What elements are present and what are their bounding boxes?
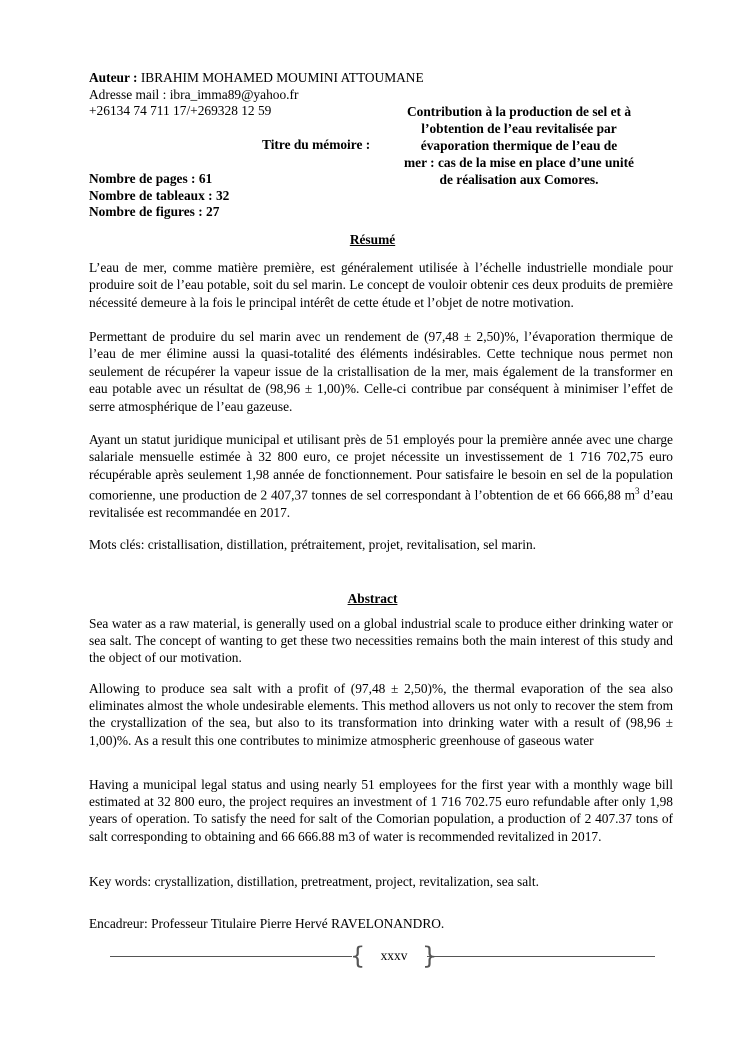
document-counts — [89, 171, 229, 221]
left-bracket-icon: { — [350, 942, 366, 970]
resume-paragraph-3-end: d’eau revitalisée est recommandée en 2017. — [89, 487, 673, 521]
page-count: Nombre de pages : 61 — [89, 171, 213, 186]
footer-rule-right — [427, 956, 655, 957]
figure-count: Nombre de figures : 27 — [89, 204, 220, 219]
resume-paragraph-1: L’eau de mer, comme matière première, est généralement utilisée à l’échelle industrielle mondiale pour produire soit de l’eau potable, soit du sel marin. Le concept de vouloir obtenir ces deux produits de première nécessité demeure à la fois le principal intérêt de cette étude et l’objet de notre motivation. — [89, 260, 673, 310]
resume-heading: Résumé — [349, 232, 396, 247]
memoire-title-line: Contribution à la production de sel et à — [406, 104, 632, 119]
memoire-title-label: Titre du mémoire : — [262, 137, 371, 152]
memoire-title-line: évaporation thermique de l’eau de — [420, 138, 618, 153]
abstract-paragraph-2: Allowing to produce sea salt with a profit of (97,48 ± 2,50)%, the thermal evaporation of the sea also eliminates almost the whole undesirable elements. This method allovers us not only to recover the stem from the crystallization of the sea, but also to its transformation into drinking water with a result of (98,96 ± 1,00)%. As a result this one contributes to minimize atmospheric greenhouse of gaseous water — [89, 681, 673, 748]
supervisor-line: Encadreur: Professeur Titulaire Pierre Hervé RAVELONANDRO. — [89, 916, 445, 931]
cubic-superscript: 3 — [635, 486, 640, 497]
abstract-keywords: Key words: crystallization, distillation, pretreatment, project, revitalization, sea salt. — [89, 874, 539, 889]
footer-rule-left — [110, 956, 352, 957]
abstract-paragraph-1: Sea water as a raw material, is generally used on a global industrial scale to produce either drinking water or sea salt. The concept of wanting to get these two necessities remains both the main interest of this study and the object of our motivation. — [89, 616, 673, 666]
author-email: Adresse mail : ibra_imma89@yahoo.fr — [89, 86, 299, 102]
memoire-title — [388, 103, 650, 188]
page-number: xxxv — [380, 948, 408, 963]
memoire-title-line: de réalisation aux Comores. — [439, 172, 599, 187]
author-name: IBRAHIM MOHAMED MOUMINI ATTOUMANE — [137, 70, 424, 85]
author-line — [89, 70, 424, 87]
resume-paragraph-3-text: Ayant un statut juridique municipal et utilisant près de 51 employés pour la première année avec une charge salariale mensuelle estimée à 32 800 euro, ce projet nécessite un investissement de 1 716 702,75 euro récupérable après seulement 1,98 année de fonctionnement. Pour satisfaire le besoin en sel de la population comorienne, une production de 2 407,37 tonnes de sel correspondant à l’obtention de et 66 666,88 m — [89, 432, 673, 503]
right-bracket-icon: } — [422, 942, 438, 970]
resume-keywords: Mots clés: cristallisation, distillation, prétraitement, projet, revitalisation, sel marin. — [89, 537, 536, 552]
author-phone: +26134 74 711 17/+269328 12 59 — [89, 103, 272, 118]
resume-paragraph-2: Permettant de produire du sel marin avec un rendement de (97,48 ± 2,50)%, l’évaporation thermique de l’eau de mer élimine aussi la quasi-totalité des éléments indésirables. Cette technique nous permet non seulement de récupérer la vapeur issue de la cristallisation de la mer, mais également de la transformer en eau potable avec un résultat de (98,96 ± 1,00)%. Celle-ci contribue par conséquent à minimiser l’effet de serre atmosphérique de l’eau gazeuse. — [89, 329, 673, 414]
page-footer — [110, 944, 655, 970]
memoire-title-line: mer : cas de la mise en place d’une unité — [404, 155, 634, 170]
resume-paragraph-3 — [89, 431, 673, 522]
author-block — [89, 70, 424, 120]
table-count: Nombre de tableaux : 32 — [89, 187, 230, 203]
author-label: Auteur : — [89, 70, 138, 85]
abstract-paragraph-3: Having a municipal legal status and using nearly 51 employees for the first year with a monthly wage bill estimated at 32 800 euro, the project requires an investment of 1 716 702.75 euro refundable after only 1,98 years of operation. To satisfy the need for salt of the Comorian population, a production of 2 407.37 tons of salt corresponding to obtaining and 66 666.88 m3 of water is recommended revitalized in 2017. — [89, 777, 673, 844]
memoire-title-line: l’obtention de l’eau revitalisée par — [421, 121, 617, 136]
abstract-heading: Abstract — [347, 591, 398, 606]
